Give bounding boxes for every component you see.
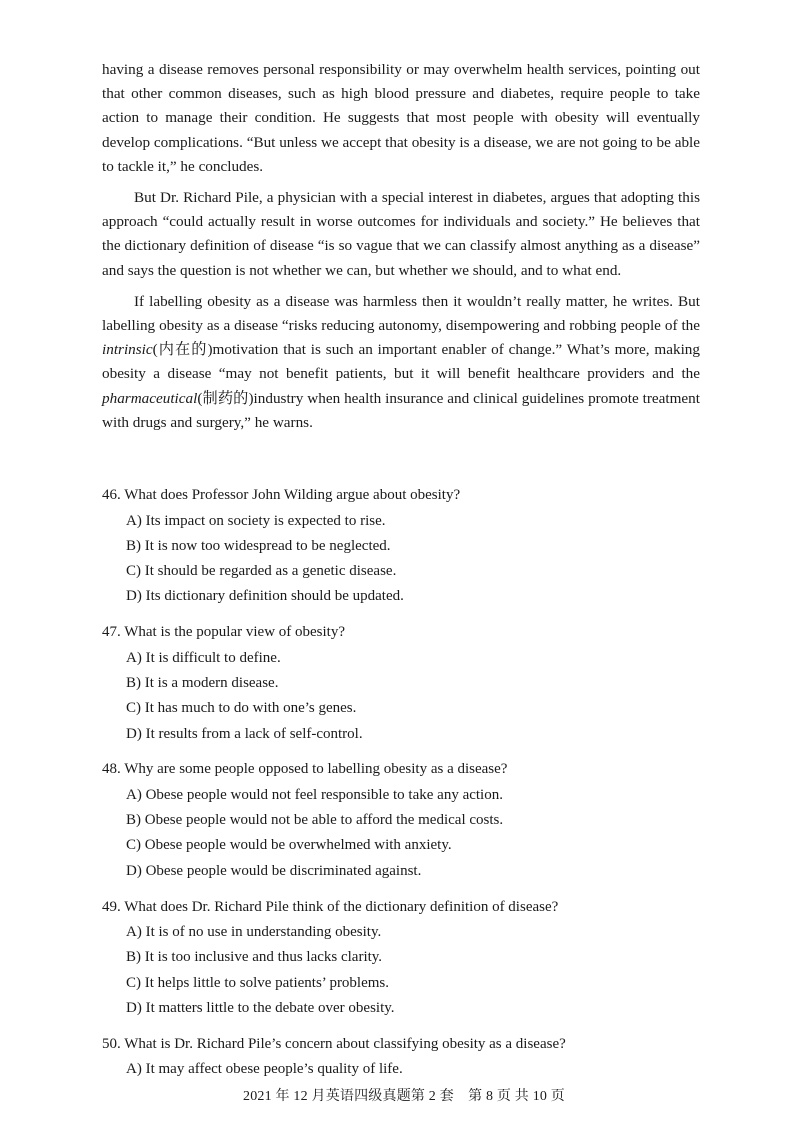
question-stem: 48. Why are some people opposed to labelling obesity as a disease?	[102, 761, 508, 778]
option-a: A) Its impact on society is expected to rise.	[126, 512, 386, 529]
gloss-pharmaceutical: (制药的)	[197, 389, 254, 407]
gloss-intrinsic: (内在的)	[152, 341, 213, 359]
term-pharmaceutical: pharmaceutical	[102, 389, 198, 407]
page-footer: 2021 年 12 月英语四级真题第 2 套 第 8 页 共 10 页	[243, 1089, 565, 1104]
option-d: D) Its dictionary definition should be updated.	[126, 588, 404, 605]
option-a: A) Obese people would not feel responsible to take any action.	[126, 786, 503, 803]
option-a: A) It is difficult to define.	[126, 649, 281, 666]
passage-paragraph-1: having a disease removes personal responsibility or may overwhelm health services, pointing out that other common diseases, such as high blood pressure and diabetes, require people to take action to manage their condition. He suggests that most people with obesity will eventually develop complications. “But unless we accept that obesity is a disease, we are not going to be able to tackle it,” he concludes.	[102, 61, 700, 175]
option-a: A) It may affect obese people’s quality of life.	[126, 1061, 403, 1078]
paragraph-3-text-b: motivation that is such an important enabler of change.” What’s more, making obesity a disease “may not benefit patients, but it will benefit healthcare providers and the	[102, 341, 700, 383]
paragraph-3-text-c: industry when health insurance and clinical guidelines promote treatment with drugs and surgery,” he warns.	[102, 389, 700, 431]
passage-paragraph-3	[102, 290, 700, 435]
option-b: B) It is too inclusive and thus lacks clarity.	[126, 949, 383, 966]
question-47	[102, 620, 702, 747]
question-46	[102, 483, 702, 610]
option-b: B) It is now too widespread to be neglected.	[126, 537, 391, 554]
passage-paragraph-2: But Dr. Richard Pile, a physician with a special interest in diabetes, argues that adopting this approach “could actually result in worse outcomes for individuals and society.” He believes that the dictionary definition of disease “is so vague that we can classify almost anything as a disease” and says the question is not whether we can, but whether we should, and to what end.	[102, 189, 700, 279]
option-d: D) It matters little to the debate over obesity.	[126, 999, 395, 1016]
question-stem: 49. What does Dr. Richard Pile think of the dictionary definition of disease?	[102, 898, 559, 915]
option-c: C) It helps little to solve patients’ problems.	[126, 974, 390, 991]
paragraph-3-text-a: If labelling obesity as a disease was harmless then it wouldn’t really matter, he writes. But labelling obesity as a disease “risks reducing autonomy, disempowering and robbing people of the	[102, 292, 700, 335]
reading-passage	[102, 58, 700, 442]
option-c: C) It has much to do with one’s genes.	[126, 700, 357, 717]
question-stem: 47. What is the popular view of obesity?	[102, 624, 346, 641]
question-48	[102, 757, 702, 884]
option-c: C) It should be regarded as a genetic disease.	[126, 563, 397, 580]
option-d: D) Obese people would be discriminated against.	[126, 862, 422, 879]
question-50	[102, 1032, 702, 1083]
option-a: A) It is of no use in understanding obesity.	[126, 924, 382, 941]
option-b: B) Obese people would not be able to afford the medical costs.	[126, 812, 504, 829]
question-49	[102, 895, 702, 1022]
question-list	[102, 483, 702, 1093]
option-c: C) Obese people would be overwhelmed with anxiety.	[126, 837, 452, 854]
question-stem: 50. What is Dr. Richard Pile’s concern about classifying obesity as a disease?	[102, 1035, 566, 1052]
term-intrinsic: intrinsic	[102, 341, 153, 359]
option-b: B) It is a modern disease.	[126, 674, 279, 691]
option-d: D) It results from a lack of self-control.	[126, 725, 363, 742]
question-stem: 46. What does Professor John Wilding argue about obesity?	[102, 487, 461, 503]
